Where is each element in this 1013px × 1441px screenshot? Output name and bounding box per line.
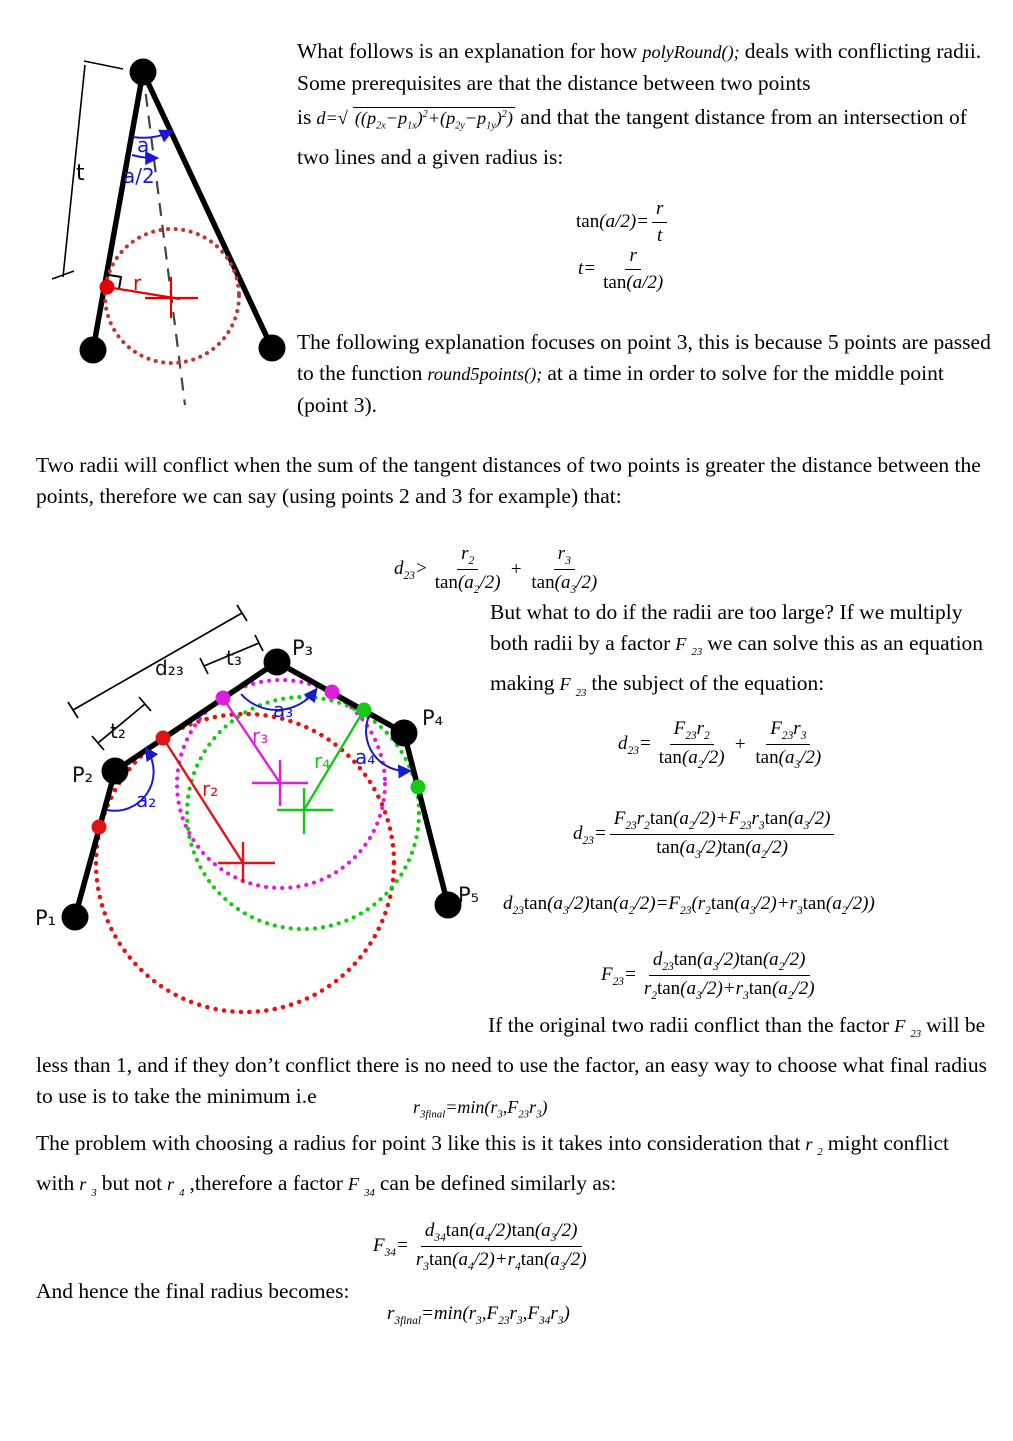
t-label: t [76, 161, 85, 186]
tangent-construction-diagram [40, 40, 300, 420]
paragraph-conflict-condition: Two radii will conflict when the sum of the tangent distances of two points is greater the distance between the points, therefore we can say (using points 2 and 3 for example) that: [36, 453, 981, 508]
eq-f34: $F_{34}=$ $\frac{d_{34}\tan(a_4/2)\tan(a_3/2)}{r_3\tan(a_4/2)+r_4\tan(a_3/2)}$ [373, 1220, 587, 1273]
r3-label: r₃ [252, 724, 269, 748]
t3-label: t₃ [226, 646, 242, 670]
p5-label: P₅ [458, 883, 480, 907]
eq-d23-expanded: $d_{23}\tan(a_3/2)\tan(a_2/2)=F_{23}(r_2\tan(a_3/2)+r_3\tan(a_2/2))$ [503, 893, 875, 917]
r2-label: r₂ [202, 777, 219, 801]
eq-d23-inequality: $d_{23}>$ $\frac{r_2}{\tan(a_2/2)}$ + $\frac{r_3}{\tan(a_3/2)}$ [394, 543, 598, 596]
d23-label: d₂₃ [155, 656, 184, 680]
paragraph-minimum-radius: If the original two radii conflict than the factor F $_{23}$ will be less than 1, and if they don’t conflict there is no need to use the factor, an easy way to choose what final radius to use is to take the minimum i.e [36, 1010, 991, 1112]
intro-text-run-2: and that the tangent distance from an intersection of two lines and a given radius is: [297, 105, 967, 169]
eq-tan-half: tan(a/2)= $\frac{r}{t}$ [576, 196, 670, 249]
paragraph-intro [297, 36, 991, 173]
polyline-radii-diagram [30, 600, 500, 1030]
eq-d23-with-factor: $d_{23}=$ $\frac{F_{23}r_2}{\tan(a_2/2)}$ + $\frac{F_{23}r_3}{\tan(a_3/2)}$ [618, 718, 822, 771]
eq-t-equals: t= $\frac{r}{\tan(a/2)}$ [578, 245, 664, 293]
p-vertex-dots [62, 649, 462, 931]
tangent-point-dot [100, 280, 115, 295]
sqrt-distance-expression: $((p_{2x}-p_{1x})^2+(p_{2y}-p_{1y})^2)$ [354, 108, 513, 132]
r4-label: r₄ [314, 749, 331, 773]
p1-label: P₁ [35, 906, 57, 930]
r-label: r [133, 271, 142, 295]
a-label: a [137, 133, 150, 157]
a4-label: a₄ [355, 745, 376, 769]
a2-label: a₂ [136, 788, 157, 812]
paragraph-factor-f23: But what to do if the radii are too large? If we multiply both radii by a factor F $_{23}$ we can solve this as an equation making F $_{23}$ the subject of the equation: [490, 600, 984, 699]
t2-label: t₂ [110, 719, 126, 743]
a-half-label: a/2 [123, 164, 155, 188]
p4-label: P₄ [422, 706, 444, 730]
eq-r3final-min2: $r_{3final}=\min(r_3,F_{23}r_3)$ [413, 1097, 548, 1121]
polyline-segments [93, 72, 272, 350]
vertex-dots [80, 59, 286, 364]
eq-r3final-min3: $r_{3final}=\min(r_3,F_{23}r_3,F_{34}r_3)$ [387, 1303, 570, 1327]
paragraph-final-radius: And hence the final radius becomes: [36, 1279, 350, 1303]
intro-text-run: What follows is an explanation for how polyRound(); deals with conflicting radii. Some prerequisites are that the distance between two points is d=√ [297, 39, 982, 130]
paragraph-factor-f34: The problem with choosing a radius for point 3 like this is it takes into consideration that r $_2$ might conflict with r $_3$ but not r $_4$ ,therefore a factor F $_{34}$ can be defined similarly as: [36, 1131, 950, 1199]
paragraph-round5points: The following explanation focuses on point 3, this is because 5 points are passed to the function round5points(); at a time in order to solve for the middle point (point 3). [297, 330, 991, 417]
p2-label: P₂ [72, 763, 94, 787]
eq-d23-combined-fraction: $d_{23}=$ $\frac{F_{23}r_2\tan(a_2/2)+F_{23}r_3\tan(a_3/2)}{\tan(a_3/2)\tan(a_2/2)}$ [573, 806, 837, 863]
p3-label: P₃ [292, 636, 314, 660]
a3-label: a₃ [273, 698, 294, 722]
eq-f23-solved: $F_{23}=$ $\frac{d_{23}\tan(a_3/2)\tan(a_2/2)}{r_2\tan(a_3/2)+r_3\tan(a_2/2)}$ [601, 949, 815, 1002]
